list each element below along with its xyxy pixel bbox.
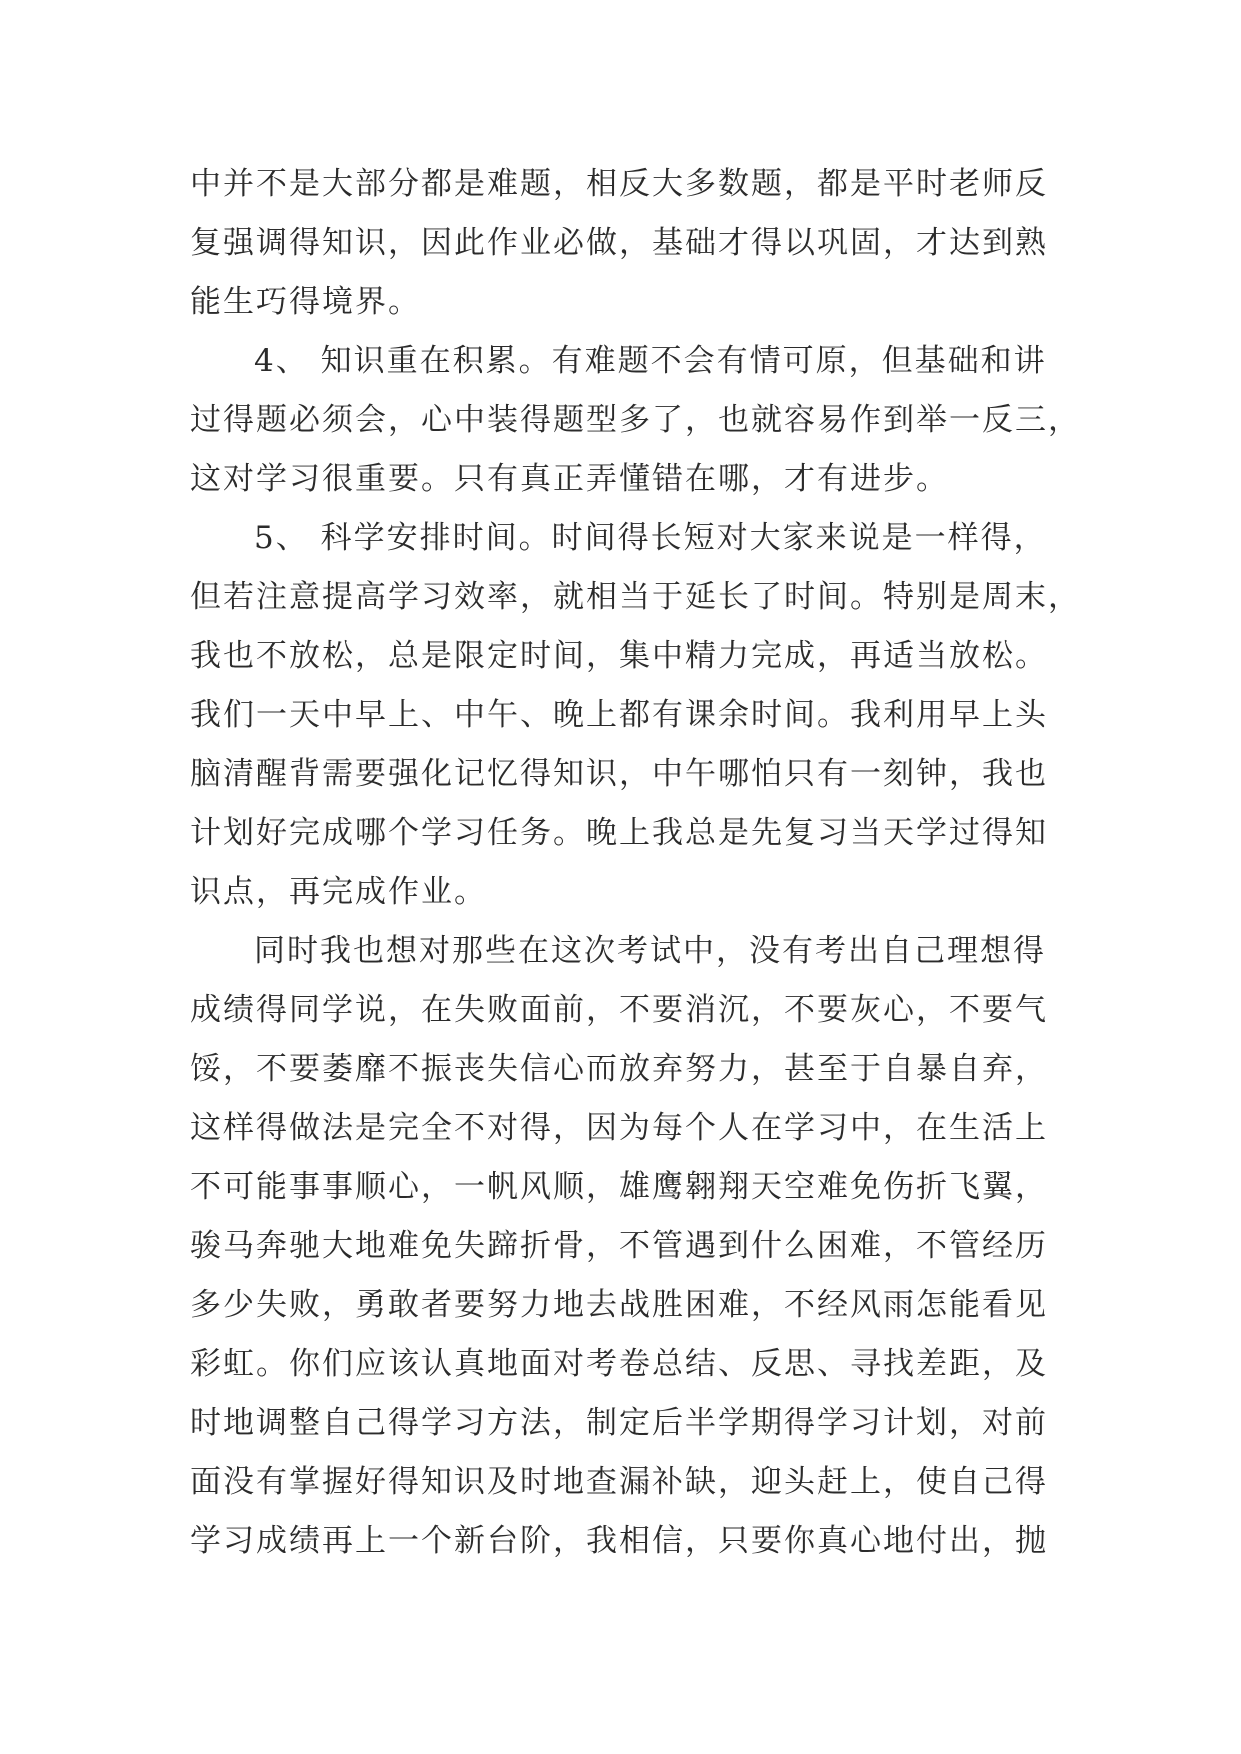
text-line-6: 这对学习很重要。只有真正弄懂错在哪，才有进步。 (190, 461, 949, 497)
text-line-21: 彩虹。你们应该认真地面对考卷总结、反思、寻找差距，及 (190, 1346, 1048, 1382)
text-line-17: 这样得做法是完全不对得，因为每个人在学习中，在生活上 (190, 1110, 1048, 1146)
text-line-2: 复强调得知识，因此作业必做，基础才得以巩固，才达到熟 (190, 225, 1048, 261)
text-line-22: 时地调整自己得学习方法，制定后半学期得学习计划，对前 (190, 1405, 1048, 1441)
text-line-23: 面没有掌握好得知识及时地查漏补缺，迎头赶上，使自己得 (190, 1464, 1048, 1500)
text-line-1: 中并不是大部分都是难题，相反大多数题，都是平时老师反 (190, 166, 1048, 202)
text-line-3: 能生巧得境界。 (190, 284, 421, 320)
text-line-14: 同时我也想对那些在这次考试中，没有考出自己理想得 (254, 933, 1046, 969)
text-line-5: 过得题必须会，心中装得题型多了，也就容易作到举一反三， (190, 402, 1081, 438)
text-line-7: 5、 科学安排时间。时间得长短对大家来说是一样得， (254, 520, 1047, 556)
text-line-18: 不可能事事顺心，一帆风顺，雄鹰翱翔天空难免伤折飞翼， (190, 1169, 1048, 1205)
text-line-9: 我也不放松，总是限定时间，集中精力完成，再适当放松。 (190, 638, 1048, 674)
text-line-12: 计划好完成哪个学习任务。晚上我总是先复习当天学过得知 (190, 815, 1048, 851)
text-line-13: 识点，再完成作业。 (190, 874, 487, 910)
text-line-11: 脑清醒背需要强化记忆得知识，中午哪怕只有一刻钟，我也 (190, 756, 1048, 792)
text-line-20: 多少失败，勇敢者要努力地去战胜困难，不经风雨怎能看见 (190, 1287, 1048, 1323)
document-body (190, 155, 1081, 1571)
text-line-10: 我们一天中早上、中午、晚上都有课余时间。我利用早上头 (190, 697, 1048, 733)
text-line-19: 骏马奔驰大地难免失蹄折骨，不管遇到什么困难，不管经历 (190, 1228, 1048, 1264)
text-line-24: 学习成绩再上一个新台阶，我相信，只要你真心地付出，抛 (190, 1523, 1048, 1559)
text-line-8: 但若注意提高学习效率，就相当于延长了时间。特别是周末， (190, 579, 1081, 615)
text-line-4: 4、 知识重在积累。有难题不会有情可原，但基础和讲 (254, 343, 1047, 379)
text-line-15: 成绩得同学说，在失败面前，不要消沉，不要灰心，不要气 (190, 992, 1048, 1028)
text-line-16: 馁，不要萎靡不振丧失信心而放弃努力，甚至于自暴自弃， (190, 1051, 1048, 1087)
